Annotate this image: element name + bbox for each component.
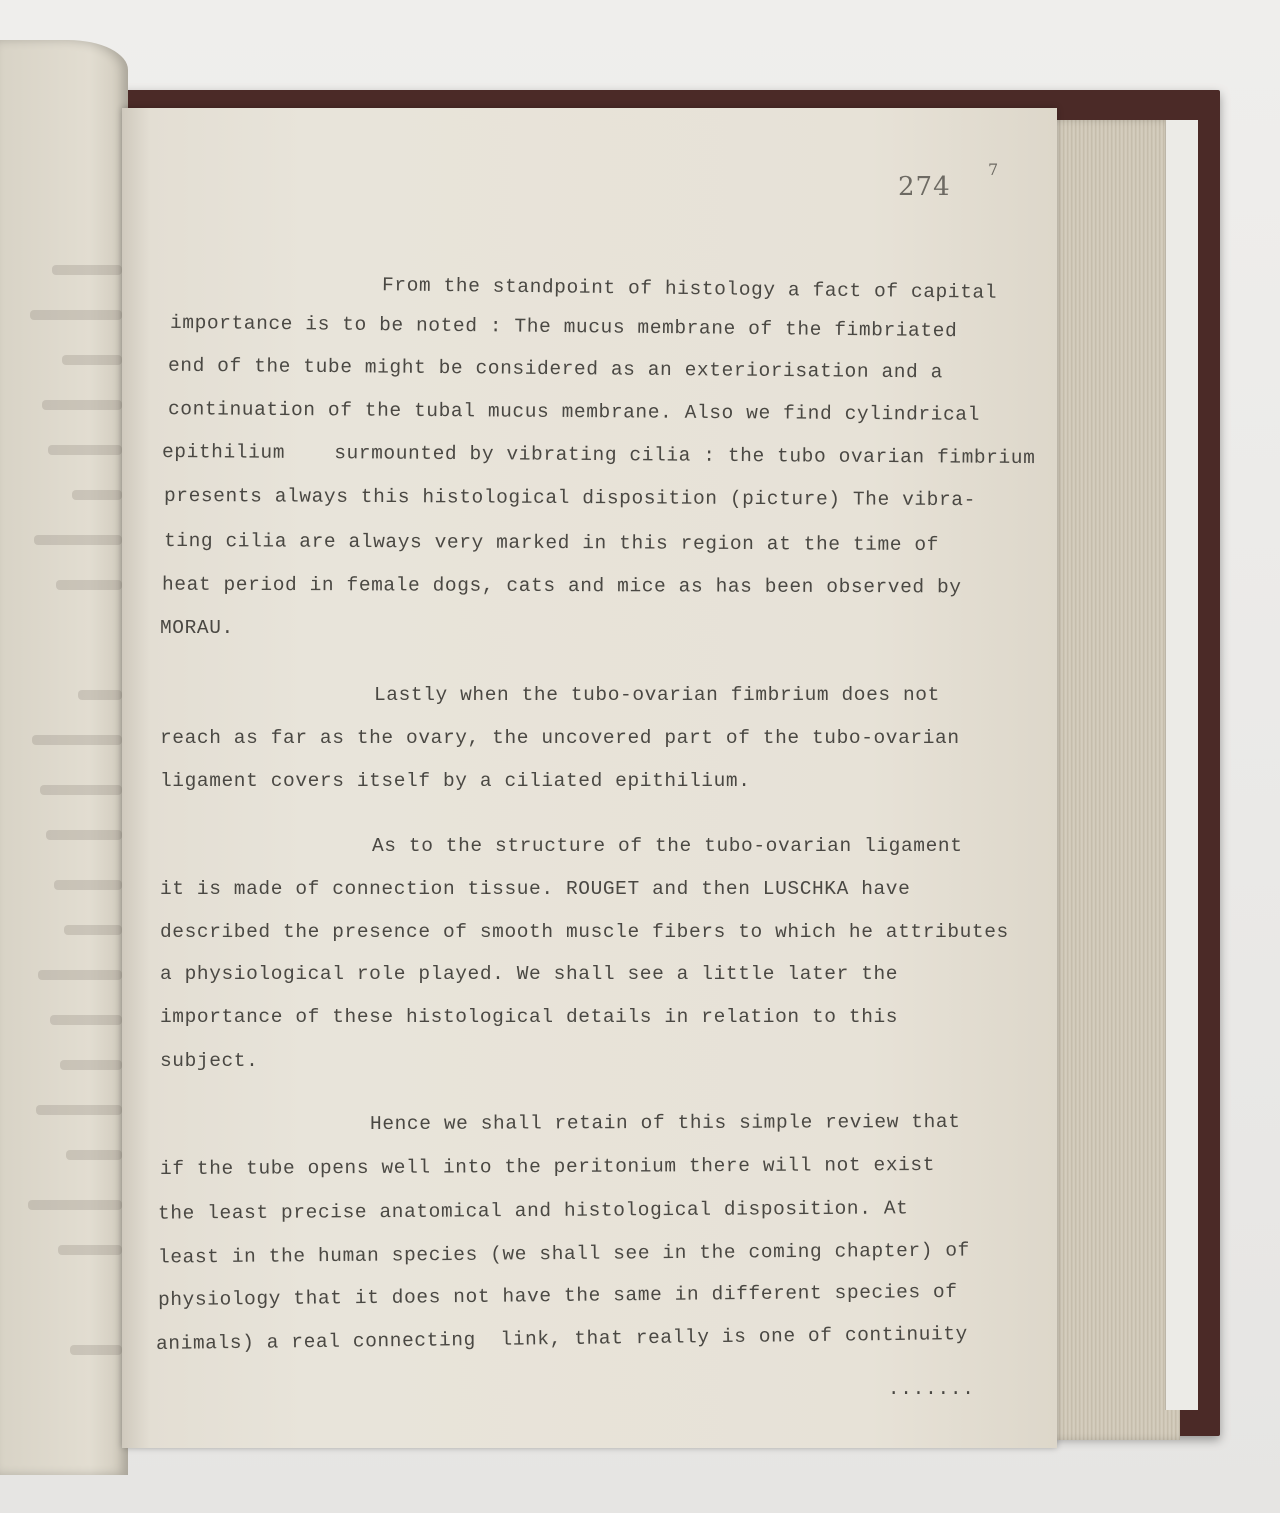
text-line: described the presence of smooth muscle fibers to which he attributes [160,921,1009,943]
end-sheet [1165,120,1198,1410]
text-line: end of the tube might be considered as an exteriorisation and a [167,354,944,384]
text-line: presents always this histological disposition (picture) The vibra- [163,484,976,512]
text-line: if the tube opens well into the peritonium there will not exist [159,1153,936,1181]
text-line: a physiological role played. We shall see a little later the [160,963,899,985]
text-line: importance of these histological details in relation to this [160,1006,899,1028]
text-line: it is made of connection tissue. ROUGET and then LUSCHKA have [160,878,911,900]
text-line: ligament covers itself by a ciliated epithilium. [160,770,751,792]
text-line: physiology that it does not have the same in different species of [157,1280,958,1312]
text-line: subject. [160,1050,259,1072]
text-line: the least precise anatomical and histological disposition. At [157,1197,909,1225]
text-line: importance is to be noted : The mucus membrane of the fimbriated [169,311,958,343]
text-line: least in the human species (we shall see in the coming chapter) of [157,1239,971,1269]
text-line: MORAU. [160,617,234,639]
left-page-edge [0,40,128,1475]
text-line: ting cilia are always very marked in this region at the time of [163,529,940,557]
text-line: continuation of the tubal mucus membrane. Also we find cylindrical [167,398,981,426]
text-line: Lastly when the tubo-ovarian fimbrium does not [374,684,940,706]
text-line: epithilium surmounted by vibrating cilia : the tubo ovarian fimbrium [161,440,1036,470]
text-line: animals) a real connecting link, that really is one of continuity [155,1323,969,1355]
continuation-dots: ....... [888,1378,975,1400]
text-line: Hence we shall retain of this simple review that [369,1110,961,1136]
text-line: As to the structure of the tubo-ovarian ligament [372,835,963,857]
page-edges [1040,120,1180,1440]
text-line: reach as far as the ovary, the uncovered part of the tubo-ovarian [160,727,960,749]
text-line: From the standpoint of histology a fact of capital [381,274,998,304]
text-line: heat period in female dogs, cats and mice as has been observed by [161,573,962,599]
page-corner-number: 7 [988,160,999,179]
page-number: 274 [898,172,951,202]
